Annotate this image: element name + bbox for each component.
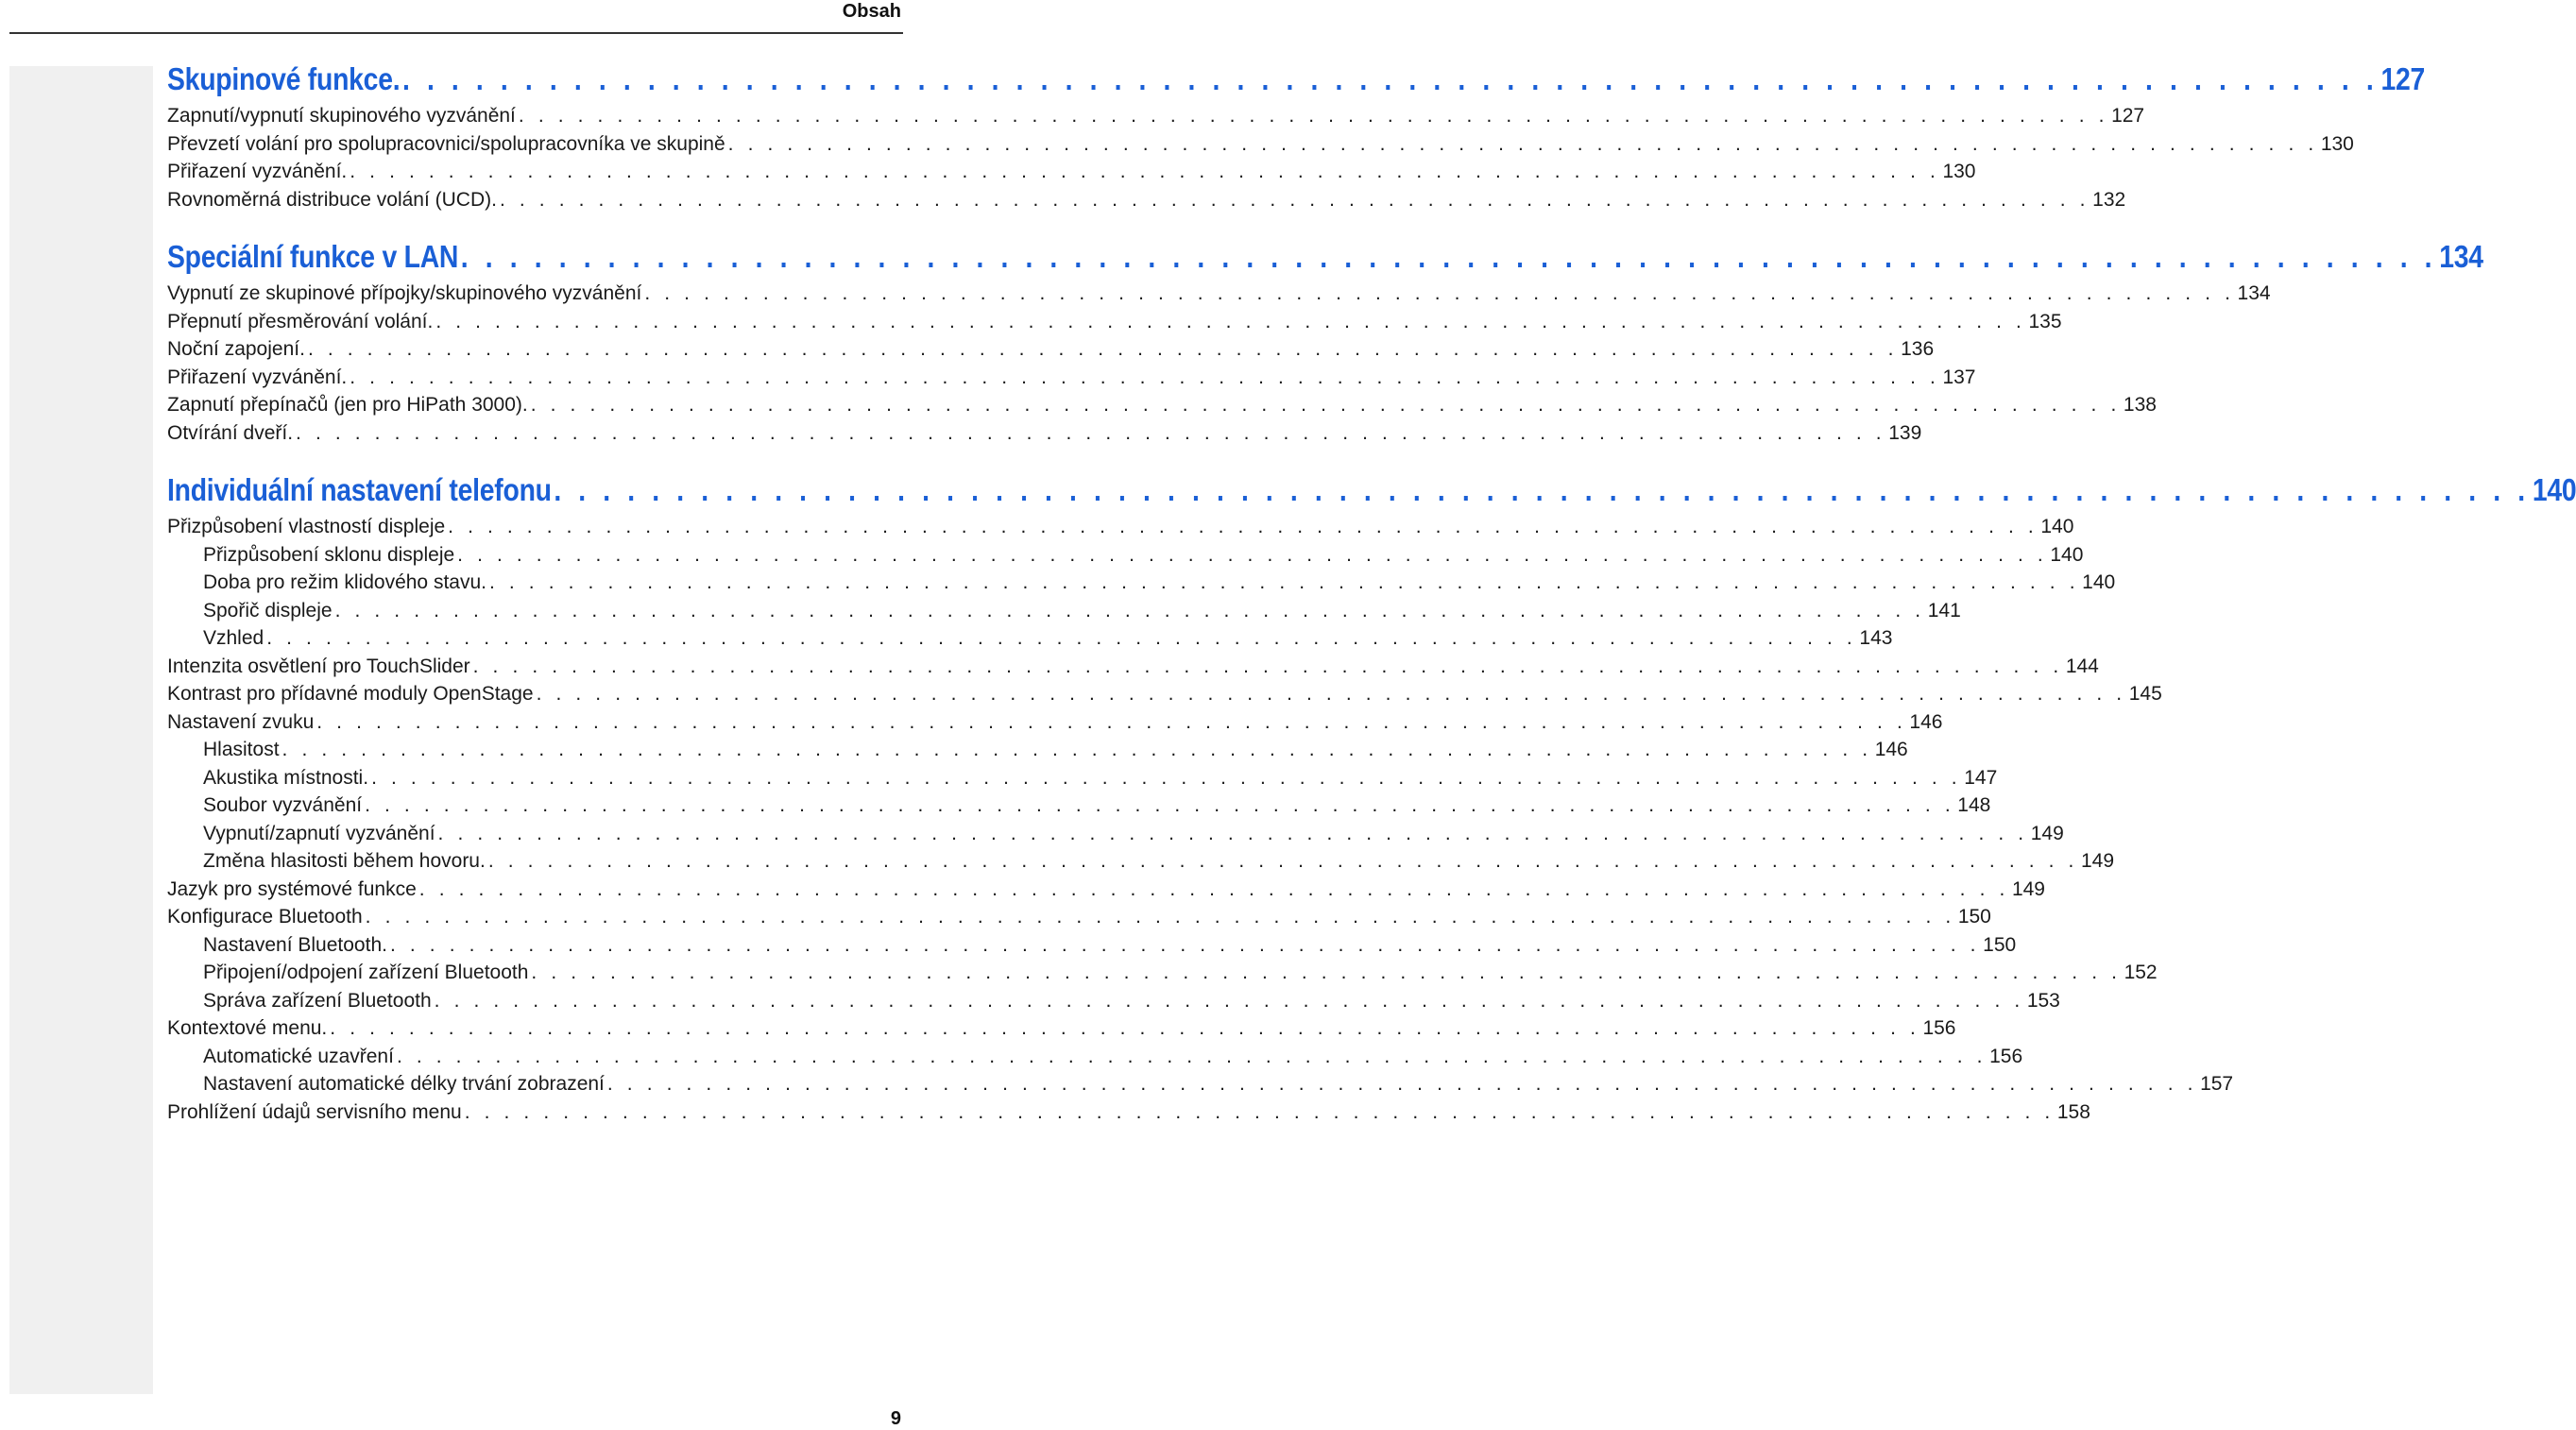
section-title: Individuální nastavení telefonu <box>167 472 552 507</box>
toc-entry[interactable] <box>167 335 1935 364</box>
toc-entry[interactable] <box>167 792 1991 820</box>
dot-leader: . . . . . . . . . . . . . . . . . . . . . . . . . . . . . . . . . . . . . . . . . . . . . . . . . . . . . . . . . . . . . . . . . . . . . . . . . . . . . . . . . <box>460 239 2437 274</box>
entry-title: Doba pro režim klidového stavu. <box>203 571 486 593</box>
entry-page-number: 127 <box>2111 105 2145 127</box>
entry-page-number: 146 <box>1874 739 1908 760</box>
toc-entry[interactable] <box>167 130 2354 159</box>
dot-leader: . . . . . . . . . . . . . . . . . . . . . . . . . . . . . . . . . . . . . . . . . . . . . . . . . . . . . . . . . . . . . . . . . . . . . . . . . . . . . . . . . <box>389 933 1981 956</box>
entry-title: Intenzita osvětlení pro TouchSlider <box>167 655 470 677</box>
entry-title: Spořič displeje <box>203 599 333 621</box>
dot-leader: . . . . . . . . . . . . . . . . . . . . . . . . . . . . . . . . . . . . . . . . . . . . . . . . . . . . . . . . . . . . . . . . . . . . . . . . . . . . . . . . . <box>531 962 2122 983</box>
toc-entry[interactable] <box>167 987 2060 1015</box>
dot-leader: . . . . . . . . . . . . . . . . . . . . . . . . . . . . . . . . . . . . . . . . . . . . . . . . . . . . . . . . . . . . . . . . . . . . . . . . . . . . . . . . . <box>350 161 1940 182</box>
toc-section <box>167 57 2426 213</box>
dot-leader: . . . . . . . . . . . . . . . . . . . . . . . . . . . . . . . . . . . . . . . . . . . . . . . . . . . . . . . . . . . . . . . . . . . . . . . . . . . . . . . . . <box>457 543 2048 566</box>
entry-title: Otvírání dveří. <box>167 421 294 444</box>
dot-leader: . . . . . . . . . . . . . . . . . . . . . . . . . . . . . . . . . . . . . . . . . . . . . . . . . . . . . . . . . . . . . . . . . . . . . . . . . . . . . . . . . <box>464 1100 2055 1123</box>
entry-title: Soubor vyzvánění <box>203 794 363 816</box>
dot-leader: . . . . . . . . . . . . . . . . . . . . . . . . . . . . . . . . . . . . . . . . . . . . . . . . . . . . . . . . . . . . . . . . . . . . . . . . . . . . . . . . . <box>418 877 2009 900</box>
entry-title: Přiřazení vyzvánění. <box>167 161 348 182</box>
toc-entry[interactable] <box>167 158 1976 186</box>
toc-entry[interactable] <box>167 569 2116 597</box>
entry-title: Správa zařízení Bluetooth <box>203 989 432 1012</box>
entry-page-number: 150 <box>1957 906 1991 928</box>
entry-page-number: 138 <box>2123 394 2157 416</box>
entry-title: Noční zapojení. <box>167 338 305 360</box>
entry-title: Kontextové menu. <box>167 1017 328 1039</box>
toc-entry[interactable] <box>167 736 1908 764</box>
entry-title: Konfigurace Bluetooth <box>167 906 363 928</box>
dot-leader: . . . . . . . . . . . . . . . . . . . . . . . . . . . . . . . . . . . . . . . . . . . . . . . . . . . . . . . . . . . . . . . . . . . . . . . . . . . . . . . . . <box>266 627 1857 649</box>
entry-title: Přizpůsobení vlastností displeje <box>167 516 446 537</box>
toc-entry[interactable] <box>167 513 2074 541</box>
toc-entry[interactable] <box>167 931 2017 960</box>
dot-leader: . . . . . . . . . . . . . . . . . . . . . . . . . . . . . . . . . . . . . . . . . . . . . . . . . . . . . . . . . . . . . . . . . . . . . . . . . . . . . . . . . <box>488 571 2080 593</box>
dot-leader: . . . . . . . . . . . . . . . . . . . . . . . . . . . . . . . . . . . . . . . . . . . . . . . . . . . . . . . . . . . . . . . . . . . . . . . . . . . . . . . . . <box>296 421 1886 444</box>
toc-entry[interactable] <box>167 597 1961 625</box>
dot-leader: . . . . . . . . . . . . . . . . . . . . . . . . . . . . . . . . . . . . . . . . . . . . . . . . . . . . . . . . . . . . . . . . . . . . . . . . . . . . . . . . . <box>472 655 2063 677</box>
entry-page-number: 143 <box>1859 627 1893 649</box>
dot-leader: . . . . . . . . . . . . . . . . . . . . . . . . . . . . . . . . . . . . . . . . . . . . . . . . . . . . . . . . . . . . . . . . . . . . . . . . . . . . . . . . . <box>281 739 1872 760</box>
entry-title: Kontrast pro přídavné moduly OpenStage <box>167 683 534 705</box>
entry-title: Připojení/odpojení zařízení Bluetooth <box>203 962 529 983</box>
entry-page-number: 139 <box>1888 421 1922 444</box>
toc-entry[interactable] <box>167 419 1922 448</box>
toc-entry[interactable] <box>167 1070 2234 1098</box>
dot-leader: . . . . . . . . . . . . . . . . . . . . . . . . . . . . . . . . . . . . . . . . . . . . . . . . . . . . . . . . . . . . . . . . . . . . . . . . . . . . . . . . . <box>644 282 2235 304</box>
toc-section-heading[interactable] <box>167 468 2576 513</box>
entry-title: Jazyk pro systémové funkce <box>167 877 417 900</box>
toc-entry[interactable] <box>167 653 2099 681</box>
dot-leader: . . . . . . . . . . . . . . . . . . . . . . . . . . . . . . . . . . . . . . . . . . . . . . . . . . . . . . . . . . . . . . . . . . . . . . . . . . . . . . . . . <box>307 338 1899 360</box>
dot-leader: . . . . . . . . . . . . . . . . . . . . . . . . . . . . . . . . . . . . . . . . . . . . . . . . . . . . . . . . . . . . . . . . . . . . . . . . . . . . . . . . . <box>401 61 2379 96</box>
dot-leader: . . . . . . . . . . . . . . . . . . . . . . . . . . . . . . . . . . . . . . . . . . . . . . . . . . . . . . . . . . . . . . . . . . . . . . . . . . . . . . . . . <box>334 599 1925 621</box>
dot-leader: . . . . . . . . . . . . . . . . . . . . . . . . . . . . . . . . . . . . . . . . . . . . . . . . . . . . . . . . . . . . . . . . . . . . . . . . . . . . . . . . . <box>365 794 1955 816</box>
dot-leader: . . . . . . . . . . . . . . . . . . . . . . . . . . . . . . . . . . . . . . . . . . . . . . . . . . . . . . . . . . . . . . . . . . . . . . . . . . . . . . . . . <box>365 906 1955 928</box>
dot-leader: . . . . . . . . . . . . . . . . . . . . . . . . . . . . . . . . . . . . . . . . . . . . . . . . . . . . . . . . . . . . . . . . . . . . . . . . . . . . . . . . . <box>536 683 2126 705</box>
toc-entry[interactable] <box>167 708 1943 737</box>
entry-title: Vzhled <box>203 627 264 649</box>
entry-title: Vypnutí/zapnutí vyzvánění <box>203 822 435 844</box>
left-margin-panel <box>9 66 153 1394</box>
entry-page-number: 149 <box>2081 850 2115 872</box>
toc-entry[interactable] <box>167 308 2062 336</box>
toc-entry[interactable] <box>167 764 1998 792</box>
dot-leader: . . . . . . . . . . . . . . . . . . . . . . . . . . . . . . . . . . . . . . . . . . . . . . . . . . . . . . . . . . . . . . . . . . . . . . . . . . . . . . . . . <box>350 366 1940 388</box>
entry-page-number: 140 <box>2050 543 2084 566</box>
dot-leader: . . . . . . . . . . . . . . . . . . . . . . . . . . . . . . . . . . . . . . . . . . . . . . . . . . . . . . . . . . . . . . . . . . . . . . . . . . . . . . . . . <box>435 310 2026 332</box>
entry-title: Nastavení Bluetooth. <box>203 933 387 956</box>
entry-title: Přiřazení vyzvánění. <box>167 366 348 388</box>
entry-title: Přizpůsobení sklonu displeje <box>203 543 455 566</box>
entry-title: Prohlížení údajů servisního menu <box>167 1100 462 1123</box>
dot-leader: . . . . . . . . . . . . . . . . . . . . . . . . . . . . . . . . . . . . . . . . . . . . . . . . . . . . . . . . . . . . . . . . . . . . . . . . . . . . . . . . . <box>434 989 2024 1012</box>
table-of-contents <box>167 57 2576 1147</box>
toc-entry[interactable] <box>167 102 2145 130</box>
entry-page-number: 132 <box>2092 188 2126 211</box>
entry-title: Nastavení zvuku <box>167 710 315 733</box>
dot-leader: . . . . . . . . . . . . . . . . . . . . . . . . . . . . . . . . . . . . . . . . . . . . . . . . . . . . . . . . . . . . . . . . . . . . . . . . . . . . . . . . . <box>330 1017 1920 1039</box>
entry-page-number: 149 <box>2011 877 2045 900</box>
entry-page-number: 147 <box>1964 766 1998 789</box>
toc-section-heading[interactable] <box>167 234 2483 280</box>
entry-title: Zapnutí/vypnutí skupinového vyzvánění <box>167 105 516 127</box>
entry-page-number: 130 <box>2320 132 2354 155</box>
entry-page-number: 148 <box>1957 794 1991 816</box>
entry-page-number: 130 <box>1942 161 1976 182</box>
toc-entry[interactable] <box>167 680 2162 708</box>
entry-page-number: 145 <box>2128 683 2162 705</box>
entry-page-number: 144 <box>2065 655 2099 677</box>
entry-page-number: 135 <box>2028 310 2062 332</box>
entry-title: Přepnutí přesměrování volání. <box>167 310 434 332</box>
entry-page-number: 146 <box>1909 710 1943 733</box>
dot-leader: . . . . . . . . . . . . . . . . . . . . . . . . . . . . . . . . . . . . . . . . . . . . . . . . . . . . . . . . . . . . . . . . . . . . . . . . . . . . . . . . . <box>396 1045 1987 1067</box>
toc-entry[interactable] <box>167 847 2115 876</box>
entry-page-number: 152 <box>2124 962 2158 983</box>
toc-entry[interactable] <box>167 959 2158 987</box>
entry-title: Hlasitost <box>203 739 280 760</box>
toc-section <box>167 468 2576 1126</box>
toc-entry[interactable] <box>167 820 2064 848</box>
dot-leader: . . . . . . . . . . . . . . . . . . . . . . . . . . . . . . . . . . . . . . . . . . . . . . . . . . . . . . . . . . . . . . . . . . . . . . . . . . . . . . . . . <box>554 472 2531 507</box>
entry-title: Automatické uzavření <box>203 1045 394 1067</box>
entry-page-number: 157 <box>2200 1073 2234 1095</box>
entry-page-number: 149 <box>2030 822 2064 844</box>
entry-page-number: 158 <box>2056 1100 2090 1123</box>
entry-page-number: 134 <box>2237 282 2271 304</box>
dot-leader: . . . . . . . . . . . . . . . . . . . . . . . . . . . . . . . . . . . . . . . . . . . . . . . . . . . . . . . . . . . . . . . . . . . . . . . . . . . . . . . . . <box>437 822 2028 844</box>
entry-page-number: 140 <box>2040 516 2074 537</box>
toc-entry[interactable] <box>167 876 2045 904</box>
dot-leader: . . . . . . . . . . . . . . . . . . . . . . . . . . . . . . . . . . . . . . . . . . . . . . . . . . . . . . . . . . . . . . . . . . . . . . . . . . . . . . . . . <box>518 105 2109 127</box>
header-section-label: Obsah <box>842 1 901 22</box>
section-page-number: 140 <box>2532 472 2576 507</box>
toc-entry[interactable] <box>167 1043 2023 1071</box>
entry-title: Zapnutí přepínačů (jen pro HiPath 3000). <box>167 394 528 416</box>
section-title: Speciální funkce v LAN <box>167 239 459 274</box>
dot-leader: . . . . . . . . . . . . . . . . . . . . . . . . . . . . . . . . . . . . . . . . . . . . . . . . . . . . . . . . . . . . . . . . . . . . . . . . . . . . . . . . . <box>727 132 2318 155</box>
entry-page-number: 140 <box>2082 571 2116 593</box>
toc-entry[interactable] <box>167 541 2084 570</box>
entry-page-number: 156 <box>1989 1045 2023 1067</box>
dot-leader: . . . . . . . . . . . . . . . . . . . . . . . . . . . . . . . . . . . . . . . . . . . . . . . . . . . . . . . . . . . . . . . . . . . . . . . . . . . . . . . . . <box>606 1073 2198 1095</box>
dot-leader: . . . . . . . . . . . . . . . . . . . . . . . . . . . . . . . . . . . . . . . . . . . . . . . . . . . . . . . . . . . . . . . . . . . . . . . . . . . . . . . . . <box>487 850 2078 872</box>
toc-entry[interactable] <box>167 391 2157 419</box>
dot-leader: . . . . . . . . . . . . . . . . . . . . . . . . . . . . . . . . . . . . . . . . . . . . . . . . . . . . . . . . . . . . . . . . . . . . . . . . . . . . . . . . . <box>499 188 2090 211</box>
entry-title: Rovnoměrná distribuce volání (UCD). <box>167 188 497 211</box>
header-rule <box>9 32 903 34</box>
page-number: 9 <box>890 1408 901 1429</box>
entry-title: Vypnutí ze skupinové přípojky/skupinového vyzvánění <box>167 282 642 304</box>
toc-section <box>167 234 2483 447</box>
toc-section-heading[interactable] <box>167 57 2426 102</box>
entry-page-number: 136 <box>1901 338 1935 360</box>
entry-title: Akustika místnosti. <box>203 766 369 789</box>
entry-page-number: 153 <box>2026 989 2060 1012</box>
dot-leader: . . . . . . . . . . . . . . . . . . . . . . . . . . . . . . . . . . . . . . . . . . . . . . . . . . . . . . . . . . . . . . . . . . . . . . . . . . . . . . . . . <box>448 516 2039 537</box>
dot-leader: . . . . . . . . . . . . . . . . . . . . . . . . . . . . . . . . . . . . . . . . . . . . . . . . . . . . . . . . . . . . . . . . . . . . . . . . . . . . . . . . . <box>371 766 1962 789</box>
toc-entry[interactable] <box>167 1014 1956 1043</box>
entry-page-number: 156 <box>1922 1017 1956 1039</box>
toc-entry[interactable] <box>167 364 1976 392</box>
toc-entry[interactable] <box>167 186 2126 214</box>
entry-title: Převzetí volání pro spolupracovnici/spolupracovníka ve skupině <box>167 132 725 155</box>
section-page-number: 134 <box>2439 239 2483 274</box>
entry-title: Změna hlasitosti během hovoru. <box>203 850 486 872</box>
entry-page-number: 150 <box>1983 933 2017 956</box>
toc-entry[interactable] <box>167 280 2271 308</box>
dot-leader: . . . . . . . . . . . . . . . . . . . . . . . . . . . . . . . . . . . . . . . . . . . . . . . . . . . . . . . . . . . . . . . . . . . . . . . . . . . . . . . . . <box>316 710 1907 733</box>
toc-entry[interactable] <box>167 624 1893 653</box>
toc-entry[interactable] <box>167 1098 2090 1127</box>
entry-page-number: 141 <box>1927 599 1961 621</box>
section-page-number: 127 <box>2380 61 2426 96</box>
dot-leader: . . . . . . . . . . . . . . . . . . . . . . . . . . . . . . . . . . . . . . . . . . . . . . . . . . . . . . . . . . . . . . . . . . . . . . . . . . . . . . . . . <box>530 394 2121 416</box>
entry-title: Nastavení automatické délky trvání zobrazení <box>203 1073 605 1095</box>
section-title: Skupinové funkce. <box>167 61 401 96</box>
entry-page-number: 137 <box>1942 366 1976 388</box>
toc-entry[interactable] <box>167 903 1991 931</box>
